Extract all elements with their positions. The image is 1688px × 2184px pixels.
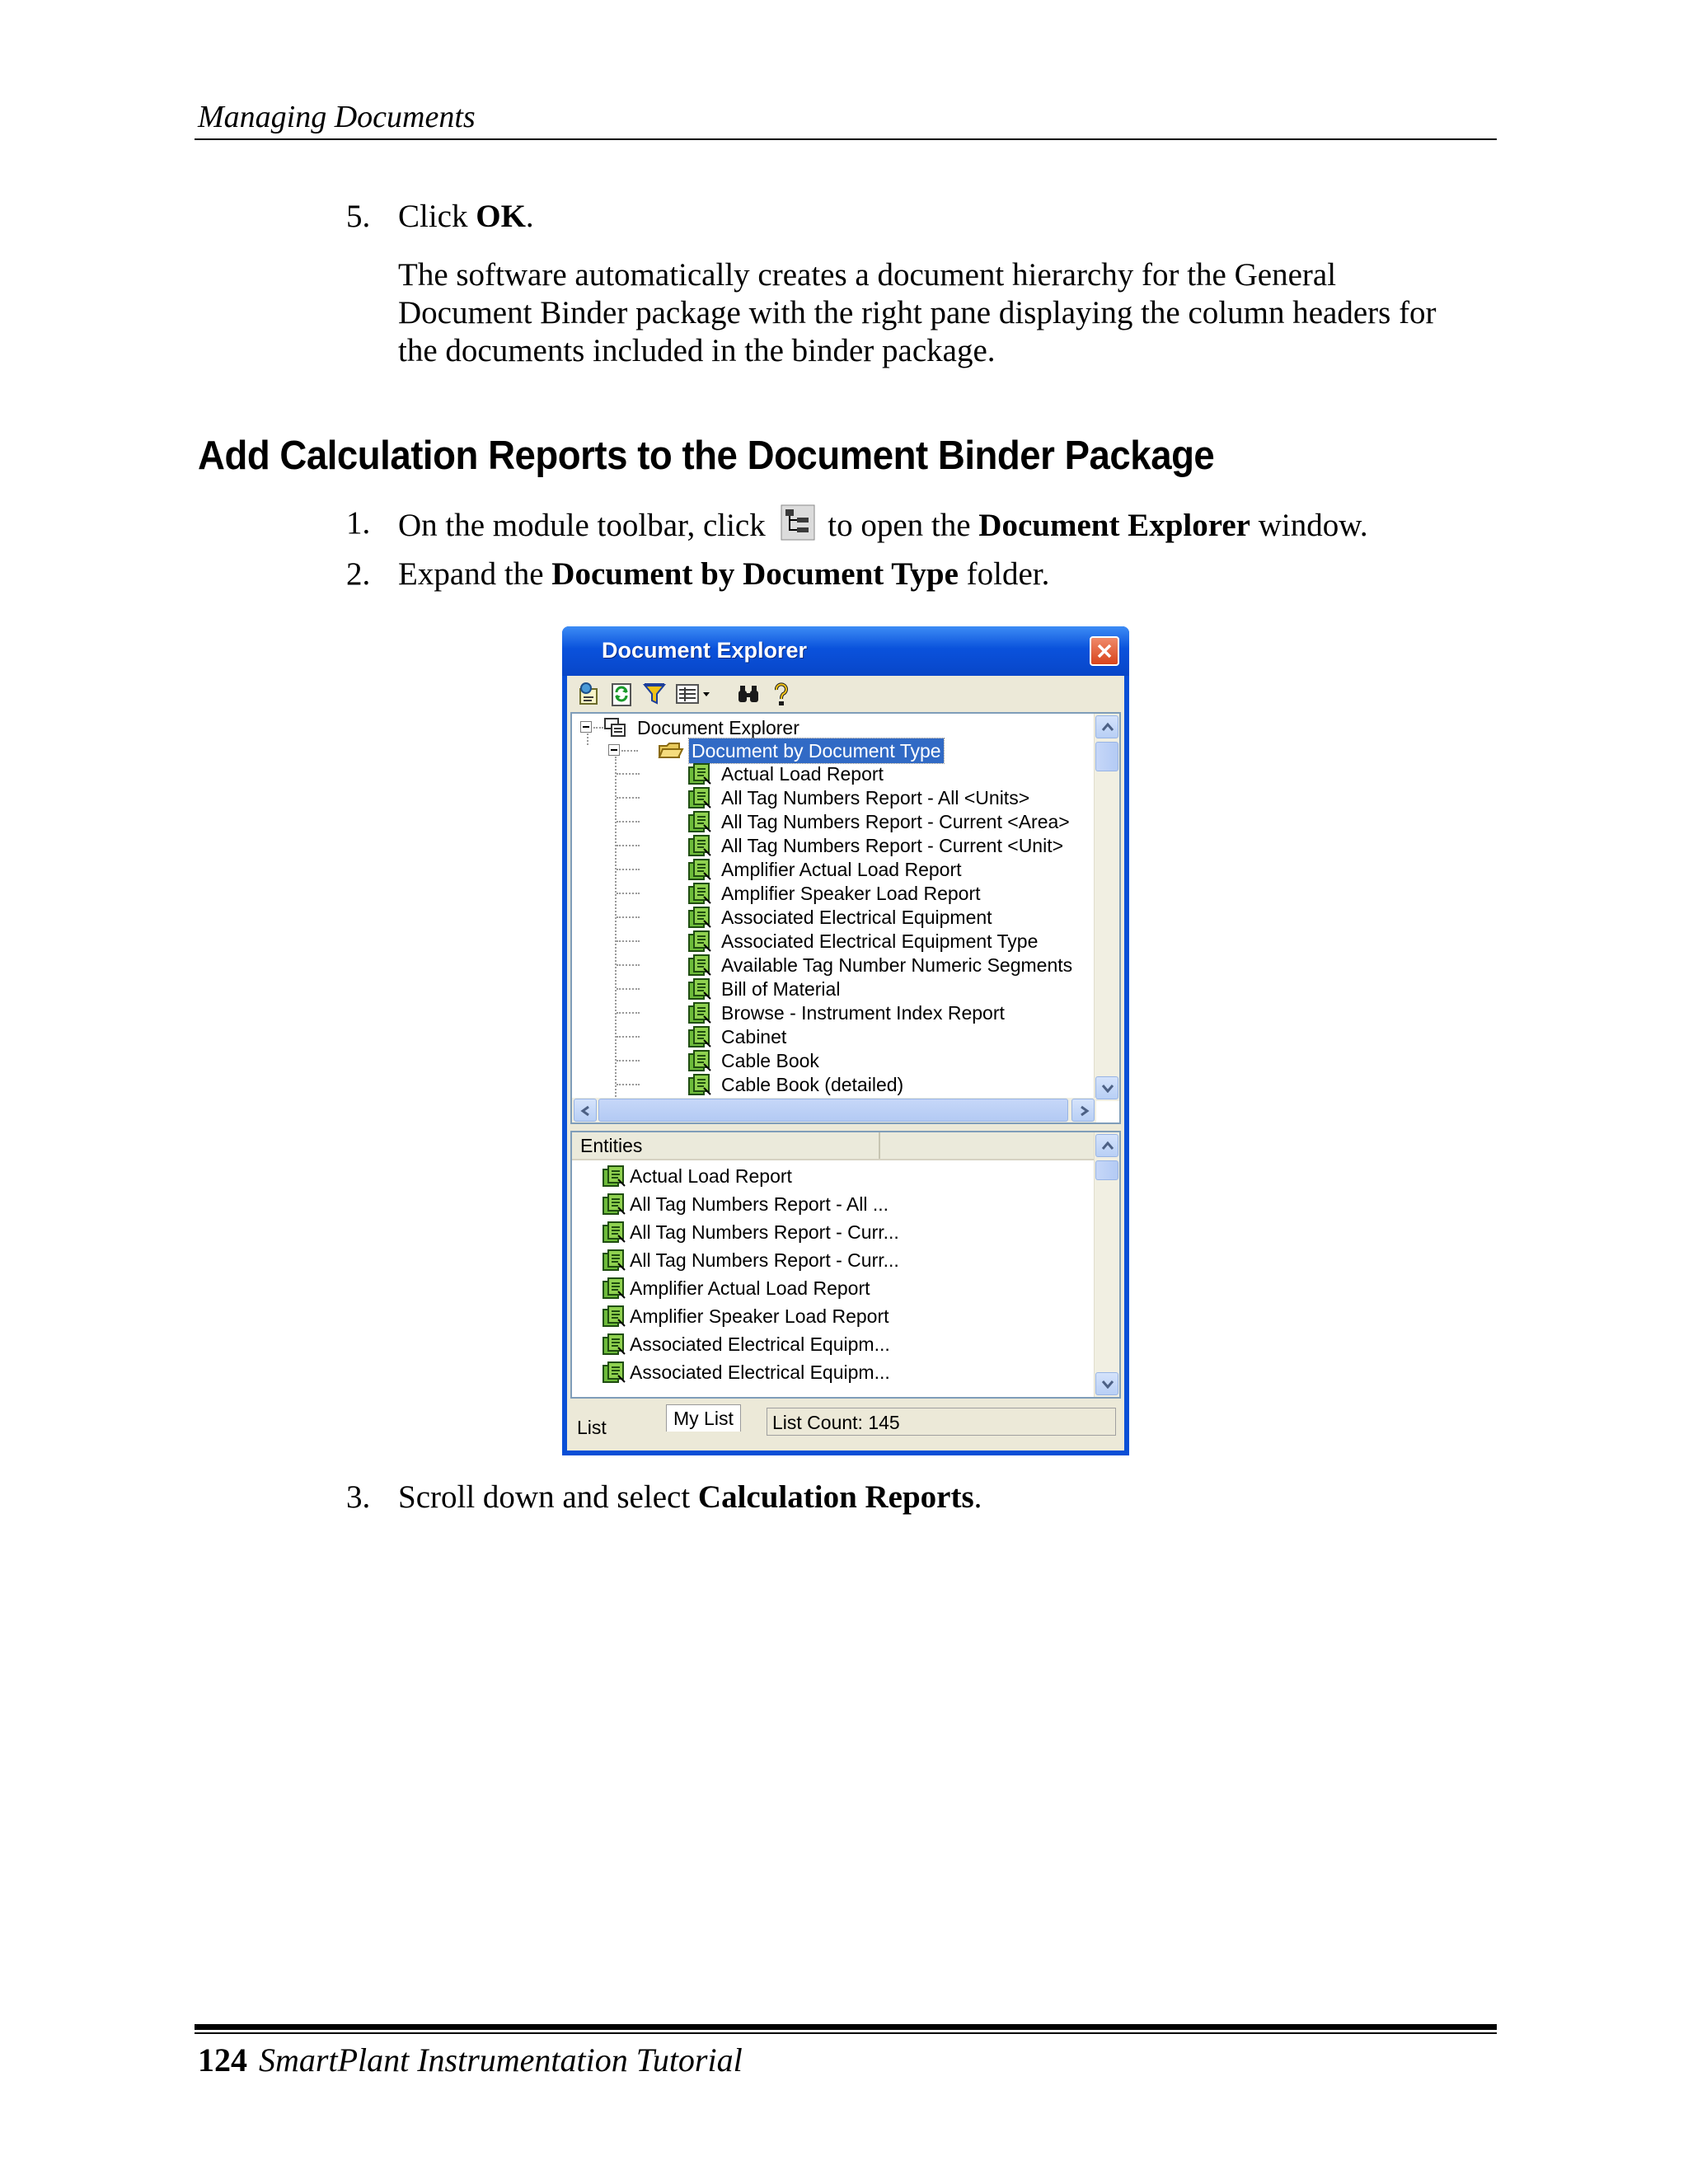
- list-header: [572, 1132, 1096, 1160]
- tree-horizontal-scrollbar[interactable]: [572, 1098, 1096, 1122]
- tree-node-label: Available Tag Number Numeric Segments: [721, 954, 1073, 976]
- tree-line: [617, 845, 640, 846]
- tree-node-label: Amplifier Actual Load Report: [721, 859, 962, 880]
- step-number: 5.: [346, 199, 371, 234]
- tree-line: [617, 1084, 640, 1085]
- tree-node-label: Bill of Material: [721, 978, 841, 1000]
- properties-icon[interactable]: [575, 681, 602, 707]
- book-title: SmartPlant Instrumentation Tutorial: [259, 2041, 743, 2079]
- help-icon[interactable]: [768, 681, 795, 707]
- tree-line: [617, 893, 640, 894]
- report-icon: [602, 1333, 628, 1356]
- scroll-up-button[interactable]: [1095, 715, 1118, 738]
- report-icon: [602, 1361, 628, 1384]
- step-text: Scroll down and select Calculation Reports.: [398, 1479, 982, 1515]
- step-text: Click OK.: [398, 199, 534, 234]
- list-vertical-scrollbar[interactable]: [1094, 1132, 1119, 1397]
- step-text: Expand the Document by Document Type folder.: [398, 556, 1050, 592]
- report-icon: [687, 954, 714, 977]
- report-icon: [687, 786, 714, 809]
- report-icon: [687, 762, 714, 785]
- description-line: the documents included in the binder package.: [398, 333, 996, 368]
- close-button[interactable]: [1090, 636, 1119, 666]
- close-icon: [1096, 643, 1113, 659]
- list-item-label: All Tag Numbers Report - Curr...: [630, 1249, 899, 1271]
- tree-line: [617, 916, 640, 918]
- report-icon: [602, 1249, 628, 1272]
- tree-vertical-scrollbar[interactable]: [1094, 714, 1119, 1101]
- tree-line: [617, 964, 640, 966]
- folder-open-icon: [658, 739, 684, 762]
- step-5-description: [398, 256, 1494, 370]
- tree-node-label: Document by Document Type: [689, 738, 944, 763]
- document-explorer-toolbar-icon: [781, 504, 815, 541]
- collapse-toggle[interactable]: [608, 744, 620, 756]
- report-icon: [602, 1277, 628, 1300]
- tree-node-label: Cable Book (detailed): [721, 1074, 904, 1095]
- list-item-label: Amplifier Speaker Load Report: [630, 1305, 889, 1327]
- report-icon: [687, 906, 714, 929]
- tree-line: [617, 988, 640, 990]
- scroll-thumb[interactable]: [1095, 742, 1118, 771]
- report-icon: [602, 1305, 628, 1328]
- view-options-icon[interactable]: [674, 681, 714, 707]
- report-icon: [687, 1001, 714, 1024]
- report-icon: [687, 882, 714, 905]
- report-icon: [602, 1221, 628, 1244]
- report-icon: [687, 1025, 714, 1048]
- section-heading: Add Calculation Reports to the Document Binder Package: [198, 434, 1215, 478]
- tree-line: [617, 869, 640, 870]
- scroll-thumb[interactable]: [598, 1099, 1068, 1122]
- entity-list[interactable]: [570, 1131, 1121, 1399]
- tab-list[interactable]: List: [577, 1417, 607, 1438]
- status-bar: [567, 1401, 1124, 1451]
- list-count: List Count: 145: [767, 1408, 1116, 1436]
- scroll-up-button[interactable]: [1095, 1134, 1118, 1157]
- report-icon: [687, 834, 714, 857]
- tree-node-label: Document Explorer: [637, 717, 799, 738]
- tree-node-label: Actual Load Report: [721, 763, 884, 785]
- window-title: Document Explorer: [602, 638, 808, 663]
- scroll-down-button[interactable]: [1095, 1076, 1118, 1099]
- scroll-left-button[interactable]: [574, 1099, 597, 1122]
- refresh-icon[interactable]: [608, 681, 635, 707]
- report-icon: [687, 930, 714, 953]
- report-icon: [687, 1049, 714, 1072]
- step-number: 3.: [346, 1479, 371, 1515]
- page-footer: [198, 2041, 743, 2079]
- tree-line: [621, 750, 638, 752]
- tree-node-label: Browse - Instrument Index Report: [721, 1002, 1005, 1024]
- scroll-right-button[interactable]: [1071, 1099, 1095, 1122]
- tree-node-label: Associated Electrical Equipment: [721, 907, 992, 928]
- description-line: Document Binder package with the right pane displaying the column headers for: [398, 295, 1437, 330]
- tree-node-label: Cable Book: [721, 1050, 819, 1071]
- list-item-label: All Tag Numbers Report - All ...: [630, 1193, 889, 1215]
- header-rule: [195, 138, 1497, 140]
- step-number: 1.: [346, 505, 371, 541]
- explorer-toolbar: [567, 676, 1124, 710]
- list-item-label: Associated Electrical Equipm...: [630, 1361, 890, 1383]
- tab-my-list[interactable]: My List: [666, 1404, 741, 1432]
- list-item-label: Actual Load Report: [630, 1165, 792, 1187]
- tree-line: [617, 821, 640, 823]
- tree-line: [617, 1012, 640, 1014]
- list-item-label: Amplifier Actual Load Report: [630, 1277, 870, 1299]
- tree-node-label: Cabinet: [721, 1026, 787, 1047]
- column-header-entities[interactable]: Entities: [572, 1132, 880, 1159]
- tree-line: [587, 733, 588, 745]
- list-item-label: All Tag Numbers Report - Curr...: [630, 1221, 899, 1243]
- tree-line: [617, 797, 640, 799]
- tree-line: [593, 727, 603, 729]
- report-icon: [687, 977, 714, 1001]
- find-icon[interactable]: [735, 681, 762, 707]
- scroll-thumb[interactable]: [1095, 1160, 1118, 1180]
- page-number: 124: [198, 2041, 247, 2079]
- tree-line: [617, 1060, 640, 1062]
- document-explorer-window: [562, 626, 1129, 1455]
- tree-line: [617, 773, 640, 775]
- footer-rule: [195, 2032, 1497, 2034]
- collapse-toggle[interactable]: [580, 721, 592, 733]
- report-icon: [687, 1073, 714, 1096]
- report-icon: [687, 858, 714, 881]
- report-icon: [602, 1193, 628, 1216]
- scroll-down-button[interactable]: [1095, 1372, 1118, 1395]
- tree-node-label: Associated Electrical Equipment Type: [721, 930, 1039, 952]
- tree-node-label: All Tag Numbers Report - All <Units>: [721, 787, 1030, 808]
- title-bar[interactable]: [562, 626, 1129, 676]
- explorer-root-icon: [603, 716, 630, 739]
- report-icon: [602, 1165, 628, 1188]
- filter-icon[interactable]: [641, 681, 668, 707]
- footer-rule: [195, 2024, 1497, 2030]
- report-icon: [687, 810, 714, 833]
- tree-node-label: All Tag Numbers Report - Current <Area>: [721, 811, 1070, 832]
- tree-node-label: All Tag Numbers Report - Current <Unit>: [721, 835, 1064, 856]
- document-tree[interactable]: [570, 712, 1121, 1124]
- tree-line: [617, 1036, 640, 1038]
- description-line: The software automatically creates a document hierarchy for the General: [398, 257, 1337, 293]
- step-number: 2.: [346, 556, 371, 592]
- running-header: Managing Documents: [198, 100, 476, 134]
- list-item-label: Associated Electrical Equipm...: [630, 1333, 890, 1355]
- tree-node-label: Amplifier Speaker Load Report: [721, 883, 981, 904]
- tree-line: [617, 940, 640, 942]
- step-text: On the module toolbar, click to open the Document Explorer window.: [398, 504, 1368, 545]
